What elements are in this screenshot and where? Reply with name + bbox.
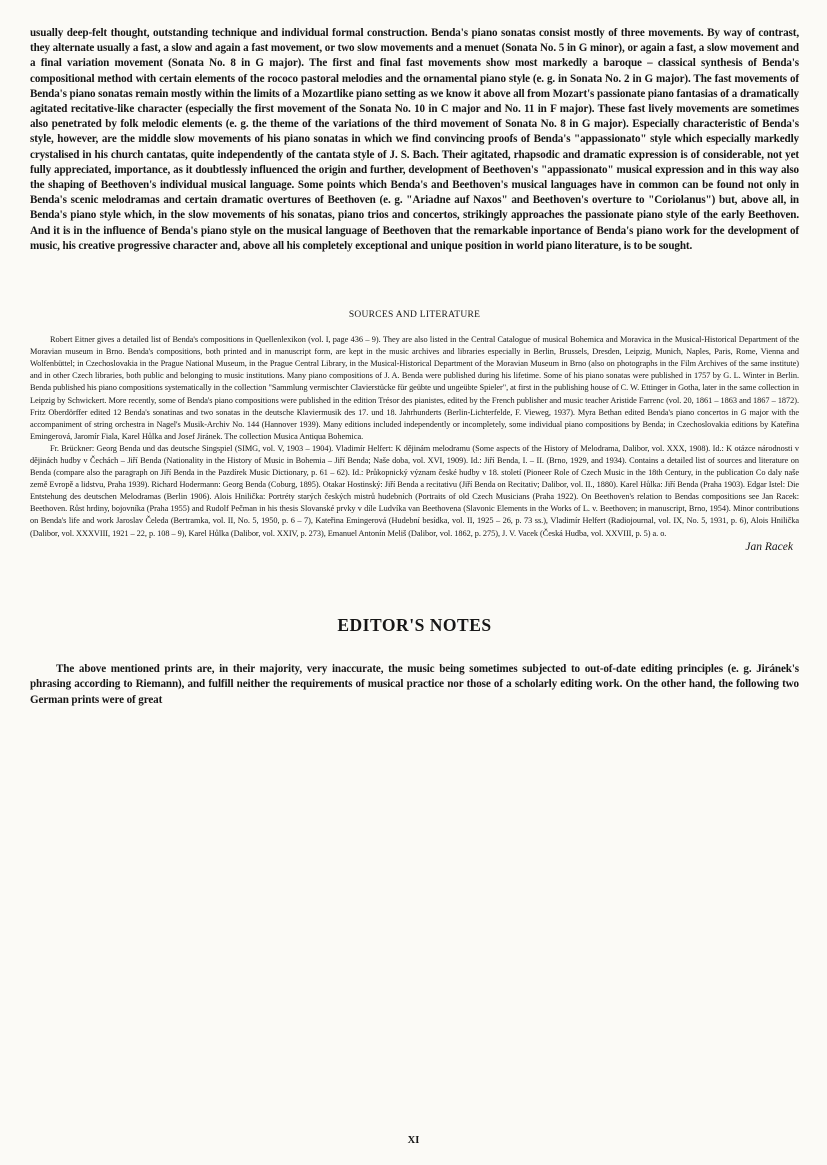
- body-paragraph: usually deep-felt thought, outstanding technique and individual formal construction. Benda's piano sonatas consist mostly of three movements. By way of contrast, they alternate usually a fast, a slow and again a fast movement, or two slow movements and a menuet (Sonata No. 5 in G minor), or again a fast, a slow movement and a final variation movement (Sonata No. 8 in G major). The first and final fast movements show most markedly a baroque – classical synthesis of Benda's compositional method with certain elements of the rococo pastoral melodies and the ornamental piano style (e. g. in Sonata No. 2 in G major). The fast movements of Benda's piano sonatas remain mostly within the limits of a Mozartlike piano setting as we know it above all from Mozart's passionate piano fantasias of a dramatically agitated recitative-like character (especially the first movement of the Sonata No. 10 in C major and No. 11 in F major). These fast lively movements are sometimes also penetrated by folk melodic elements (e. g. the theme of the variations of the third movement of Sonata No. 8 in G major). Especially characteristic of Benda's style, however, are the middle slow movements of his piano sonatas in which we find convincing proofs of Benda's "appassionato" style which especially markedly crystalised in his church cantatas, quite independently of the cantata style of J. S. Bach. Their agitated, rhapsodic and dramatic expression is of considerable, not yet fully appreciated, importance, as it doubtlessly influenced the origin and further, development of Beethoven's "appassionato" musical expression and in this way also the shaping of Beethoven's individual musical language. Some points which Benda's and Beethoven's musical languages have in common can be found not only in Benda's scenic melodramas and certain dramatic overtures of Beethoven (e. g. "Ariadne auf Naxos" and Beethoven's overture to "Coriolanus") but, above all, in Benda's piano style which, in the slow movements of his sonatas, piano trios and concertos, strikingly approaches the passionate piano style of the early Beethoven. And it is in the influence of Benda's piano style on the musical language of Beethoven that the remarkable inportance of Benda's piano work for the development of music, his creative progressive character and, above all his completely exceptional and unique position in world piano literature, is to be sought.: [30, 27, 799, 252]
- body-section: [30, 26, 799, 254]
- editors-notes-heading: EDITOR'S NOTES: [337, 614, 492, 635]
- editors-notes-section: [30, 615, 799, 709]
- page-number: XI: [407, 1135, 420, 1146]
- sources-section: [30, 310, 799, 553]
- author-signature: Jan Racek: [745, 540, 793, 553]
- sources-paragraph-2: Fr. Brückner: Georg Benda und das deutsche Singspiel (SIMG, vol. V, 1903 – 1904). Vladimír Helfert: K dějinám melodramu (Some aspects of the History of Melodrama, Dalibor, vol. XXX, 1908). Id.: K otázce národnosti v dějinách hudby v Čechách – Jiří Benda (Nationality in the History of Music in Bohemia – Jiří Benda; Naše doba, vol. XVI, 1909). Id.: Jiří Benda, I. – II. (Brno, 1929, and 1934). Contains a detailed list of sources and literature on Benda (compare also the paragraph on Jiří Benda in the Pazdírek Music Dictionary, p. 61 – 62). Id.: Průkopnický význam české hudby v 18. století (Pioneer Role of Czech Music in the 18th Century, in the publication Co daly naše země Evropě a lidstvu, Praha 1939). Richard Hodermann: Georg Benda (Coburg, 1895). Otakar Hostinský: Jiří Benda a recitativu (Jiří Benda on Recitativ; Dalibor, vol. II., 1880). Karel Hůlka: Jiří Benda (Praha 1903). Edgar Istel: Die Entstehung des deutschen Melodramas (Berlin 1906). Alois Hnilička: Portréty starých českých mistrů hudebních (Portraits of old Czech Musicians (Praha 1922). On Beethoven's relation to Bendas compositions see Jan Racek: Beethoven. Růst hrdiny, bojovníka (Praha 1955) and Rudolf Pečman in his thesis Slovanské prvky v díle Ludvíka van Beethovena (Slavonic Elements in the Works of L. v. Beethoven; in manuscript, Brno, 1954). Minor contributions on Benda's life and work Jaroslav Čeleda (Bertramka, vol. II, No. 5, 1950, p. 6 – 7), Kateřina Emingerová (Hudební besídka, vol. II, 1925 – 26, p. 73 ss.), Vladimír Helfert (Radiojournal, vol. IX, No. 5, 1931, p. 6), Alois Hnilička (Dalibor, vol. XXXVIII, 1921 – 22, p. 108 – 9), Karel Hůlka (Dalibor, vol. XXIV, p. 273), Emanuel Antonín Meliš (Dalibor, vol. 1862, p. 275), J. V. Vacek (Česká Hudba, vol. XXVIII, p. 5) a. o.: [30, 443, 799, 538]
- sources-heading: SOURCES AND LITERATURE: [348, 310, 481, 321]
- sources-paragraph-1: Robert Eitner gives a detailed list of Benda's compositions in Quellenlexikon (vol. I, page 436 – 9). They are also listed in the Central Catalogue of musical Bohemica and Moravica in the Musical-Historical Department of the Moravian museum in Brno. Benda's compositions, both printed and in manuscript form, are kept in the music archives and libraries especially in Berlin, Brussels, Dresden, Leipzig, Munich, Naples, Paris, Rome, Vienna and Wolfenbüttel; in Czechoslovakia in the Prague National Museum, in the Prague Central Library, in the Musical-Historical Department of the Moravian Museum in Brno (also on photographs in the Film Archives of the same institute) and in other Czech libraries, both public and belonging to music institutions. Many piano compositions of J. A. Benda were published during his lifetime. Some of his piano sonatas were published in 1757 by G. L. Winter in Berlin. Benda published his piano compositions systematically in the collection "Sammlung vermischter Clavierstücke für geübte und ungeübte Spieler", at first in the publishing house of C. W. Ettinger in Gotha, later in the same collection in Leipzig by Schwickert. More recently, some of Benda's piano compositions were published in the edition Trésor des pianistes, edited by the French publisher and music teacher Aristide Farrenc (vol. 20, 1861 – 1863 and 1867 – 1872). Fritz Oberdörffer edited 12 Benda's sonatinas and two sonatas in the deutsche Klaviermusik des 17. und 18. Jahrhunderts (Berlin-Lichterfelde, F. Vieweg, 1937). Myra Bethan edited Benda's piano concertos in G major with the accompaniment of string orchestra in Nagel's Musik-Archiv No. 144 (Hannover 1939). Many editions included independently or incompletely, some individual piano compositions by Benda; in Czechoslovakia editions by Kateřina Emingerová, Jaromír Fiala, Karel Hůlka and Josef Jiránek. The collection Musica Antiqua Bohemica.: [30, 335, 799, 441]
- editors-notes-paragraph: The above mentioned prints are, in their majority, very inaccurate, the music being sometimes subjected to out-of-date editing principles (e. g. Jiránek's phrasing according to Riemann), and fulfill neither the requirements of musical practice nor those of a scholarly editing work. On the other hand, the following two German prints were of great: [30, 662, 799, 707]
